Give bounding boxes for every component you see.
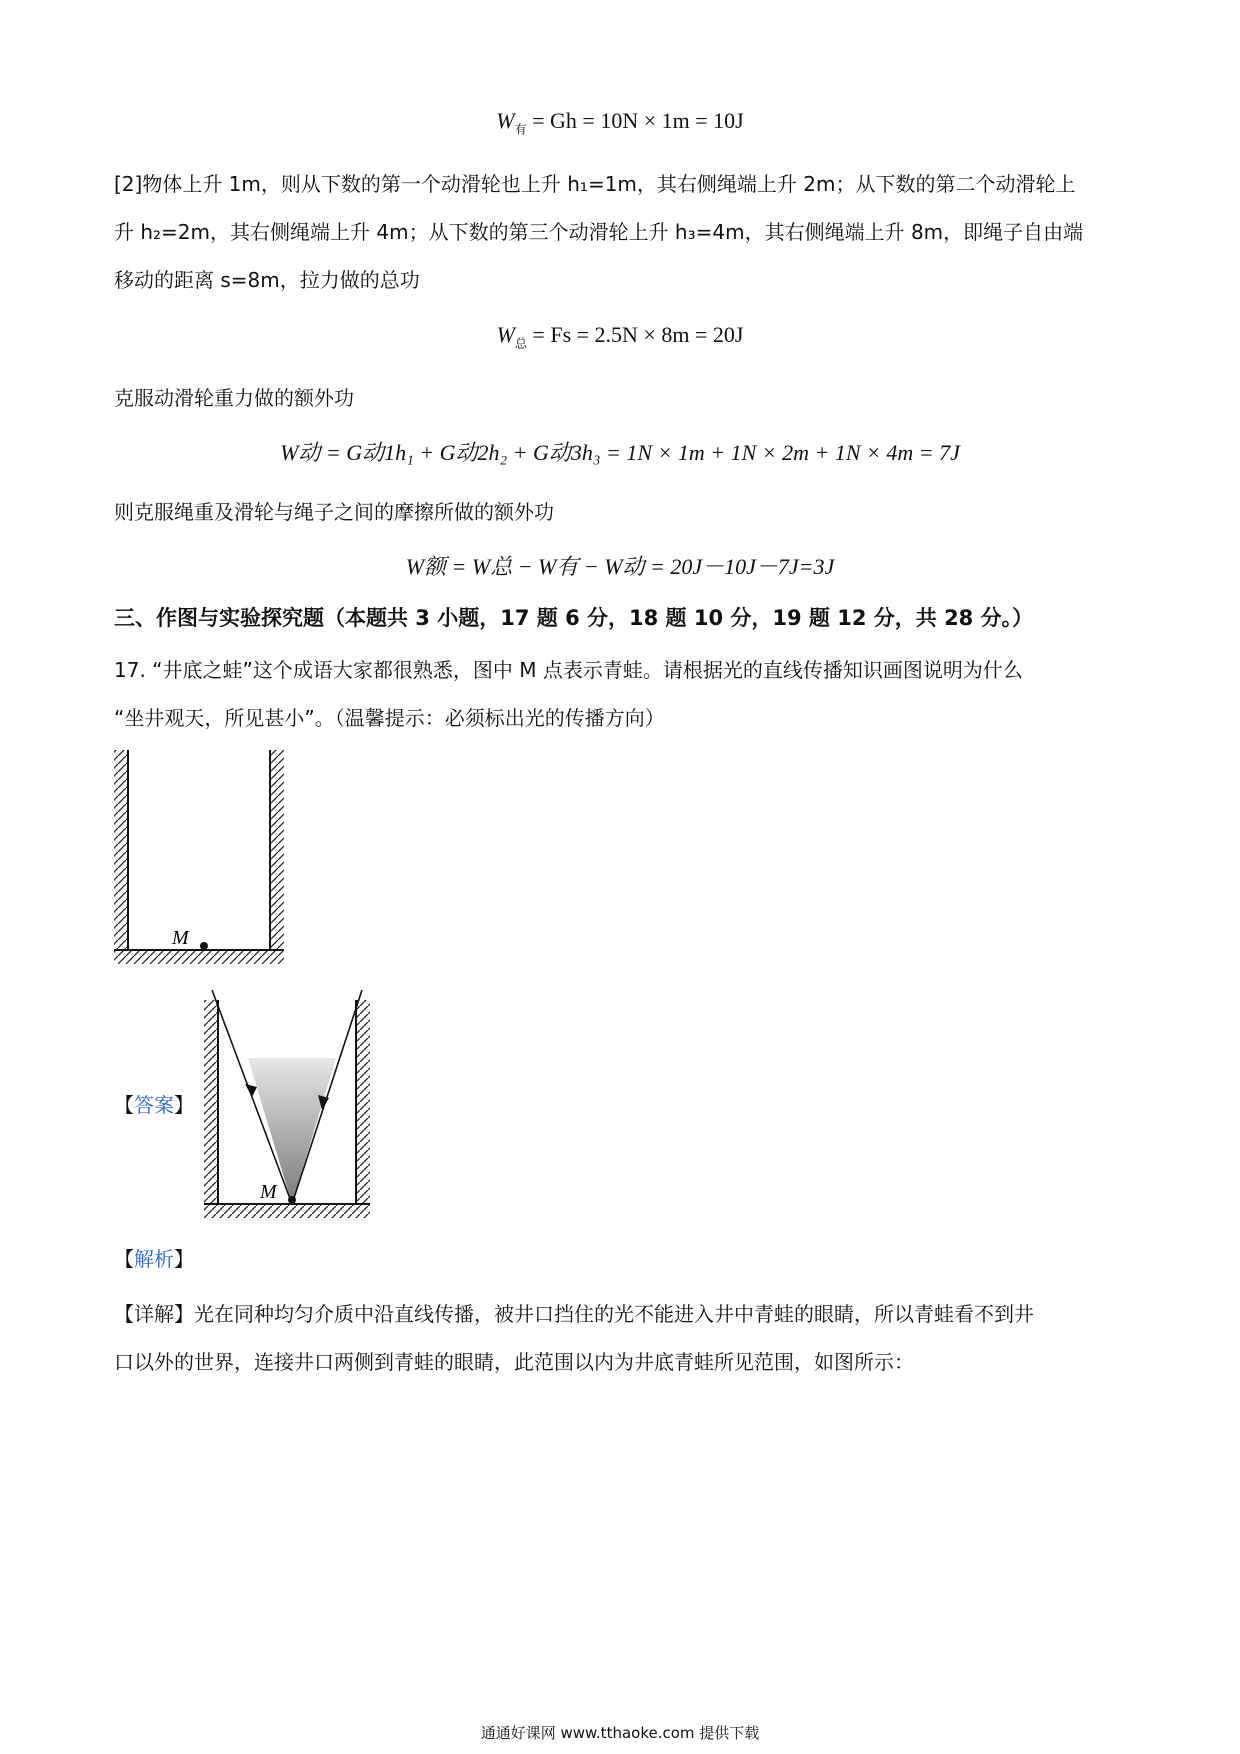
well-diagram-question — [110, 748, 290, 970]
well-diagram-answer — [200, 990, 380, 1222]
paragraph-2-line-3: 移动的距离 s=8m，拉力做的总功 — [114, 268, 420, 292]
bottom-hatch — [114, 950, 284, 964]
frog-point — [288, 1196, 296, 1204]
paragraph-2 — [114, 160, 1124, 304]
bottom-hatch — [204, 1204, 370, 1218]
frog-label: M — [260, 1181, 277, 1203]
analysis-tag: 【解析】 — [114, 1247, 194, 1271]
paragraph-4: 则克服绳重及滑轮与绳子之间的摩擦所做的额外功 — [114, 500, 554, 524]
section-heading: 三、作图与实验探究题（本题共 3 小题，17 题 6 分，18 题 10 分，19 题 12 分，共 28 分。） — [114, 606, 1034, 630]
equation-useful-work: $W_有 = Gh = 10N \times 1m = 10J$ — [496, 108, 744, 137]
equation-extra-work: W额 = W总 − W有 − W动 = 20J－10J－7J=3J — [405, 554, 835, 579]
paragraph-3: 克服动滑轮重力做的额外功 — [114, 386, 354, 410]
arrow-left — [245, 1084, 257, 1097]
equation-total-work: $W_总 = Fs = 2.5N \times 8m = 20J$ — [496, 322, 744, 351]
detail-tag: 详解 — [134, 1302, 174, 1326]
equation-pulley-work: W动 = G动1h₁ + G动2h₂ + G动3h₃ = 1N × 1m + 1N × 2m + 1N × 4m = 7J — [280, 440, 960, 465]
question-17-line-2: “坐井观天，所见甚小”。（温馨提示：必须标出光的传播方向） — [114, 706, 665, 730]
frog-label: M — [172, 927, 189, 949]
detail-line-1: 【详解】光在同种均匀介质中沿直线传播，被井口挡住的光不能进入井中青蛙的眼睛，所以青蛙看不到井 — [114, 1302, 1034, 1326]
detail-paragraph — [114, 1290, 1124, 1386]
right-wall-hatch — [356, 1000, 370, 1204]
left-wall-hatch — [204, 1000, 218, 1204]
left-wall-hatch — [114, 750, 128, 950]
question-17 — [114, 646, 1124, 742]
right-wall-hatch — [270, 750, 284, 950]
frog-point — [200, 942, 208, 950]
page-footer: 通通好课网 www.tthaoke.com 提供下载 — [480, 1724, 760, 1742]
paragraph-2-line-1: [2]物体上升 1m，则从下数的第一个动滑轮也上升 h₁=1m，其右侧绳端上升 2m；从下数的第二个动滑轮上 — [114, 172, 1076, 196]
question-17-line-1: 17. “井底之蛙”这个成语大家都很熟悉，图中 M 点表示青蛙。请根据光的直线传播知识画图说明为什么 — [114, 658, 1023, 682]
detail-line-2: 口以外的世界，连接井口两侧到青蛙的眼睛，此范围以内为井底青蛙所见范围，如图所示： — [114, 1350, 914, 1374]
answer-tag: 【答案】 — [114, 1093, 194, 1117]
paragraph-2-line-2: 升 h₂=2m，其右侧绳端上升 4m；从下数的第三个动滑轮上升 h₃=4m，其右侧绳端上升 8m，即绳子自由端 — [114, 220, 1084, 244]
